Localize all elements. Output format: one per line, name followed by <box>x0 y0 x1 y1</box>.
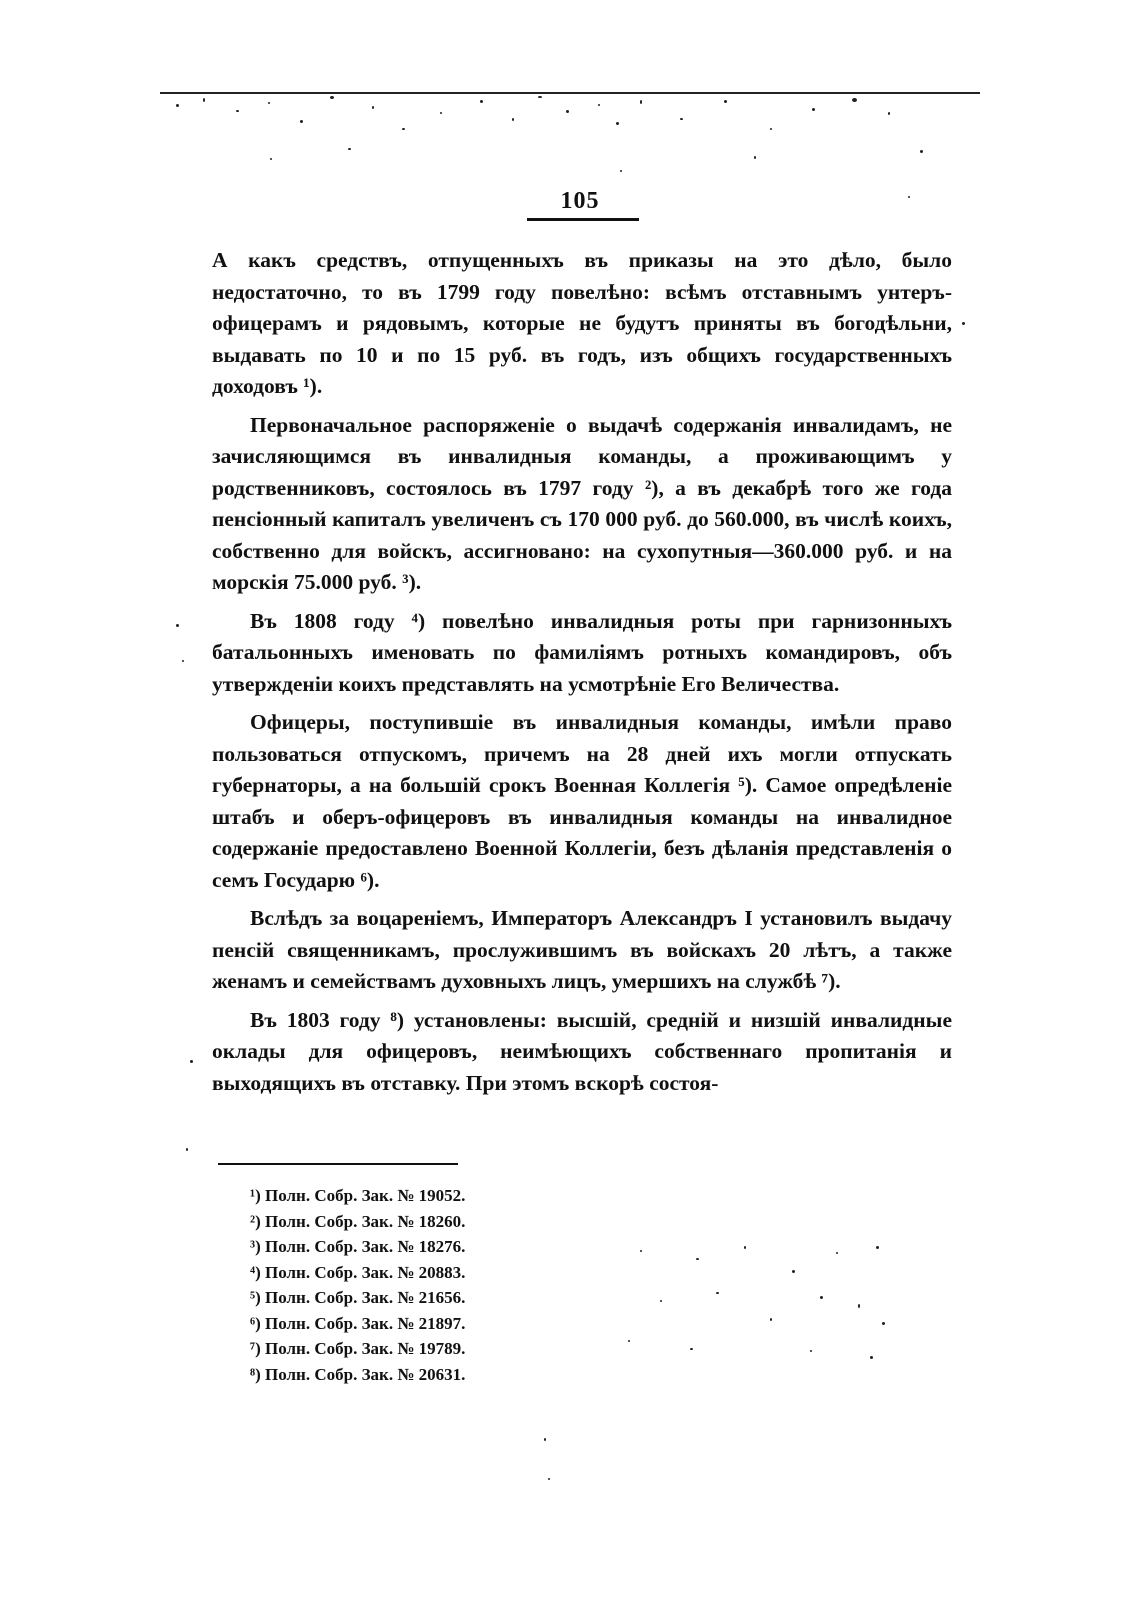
footnote-item: ¹) Полн. Собр. Зак. № 19052. <box>250 1186 466 1205</box>
top-border-rule <box>160 92 980 94</box>
footnote-item: ⁵) Полн. Собр. Зак. № 21656. <box>250 1288 466 1307</box>
footnote-item: ⁸) Полн. Собр. Зак. № 20631. <box>250 1364 466 1384</box>
footnote-separator <box>218 1163 458 1165</box>
paragraph: Въ 1808 году ⁴) повелѣно инвалидныя роты при гарнизонныхъ батальонныхъ именовать по фамиліямъ ротныхъ командировъ, объ утвержденіи коихъ представлять на усмотрѣніе Его Величества. <box>212 608 952 696</box>
paragraph: А какъ средствъ, отпущенныхъ въ приказы на это дѣло, было недостаточно, то въ 1799 году повелѣно: всѣмъ отставнымъ унтеръ-офицерамъ и рядовымъ, которые не будутъ приняты въ богодѣльни, выдавать по 10 и по 15 руб. въ годъ, изъ общихъ государственныхъ доходовъ ¹). <box>212 248 952 398</box>
paragraph: Вслѣдъ за воцареніемъ, Императоръ Александръ I установилъ выдачу пенсій священникамъ, прослужившимъ въ войскахъ 20 лѣтъ, а также женамъ и семействамъ духовныхъ лицъ, умершихъ на службѣ ⁷). <box>212 906 952 993</box>
page-number-underline <box>527 218 639 221</box>
footnote-item: ³) Полн. Собр. Зак. № 18276. <box>250 1237 466 1256</box>
footnotes <box>250 1183 670 1387</box>
footnote-item: ⁷) Полн. Собр. Зак. № 19789. <box>250 1339 466 1358</box>
paragraph: Въ 1803 году ⁸) установлены: высшій, средній и низшій инвалидные оклады для офицеровъ, неимѣющихъ собственнаго пропитанія и выходящихъ въ отставку. При этомъ вскорѣ состоя- <box>212 1007 952 1095</box>
page-number: 105 <box>560 188 600 214</box>
body-text <box>212 245 952 1106</box>
footnote-item: ²) Полн. Собр. Зак. № 18260. <box>250 1211 466 1231</box>
paragraph: Первоначальное распоряженіе о выдачѣ содержанія инвалидамъ, не зачисляющимся въ инвалидныя команды, а проживающимъ у родственниковъ, состоялось въ 1797 году ²), а въ декабрѣ того же года пенсіонный капиталъ увеличенъ съ 170 000 руб. до 560.000, въ числѣ коихъ, собственно для войскъ, ассигновано: на сухопутныя—360.000 руб. и на морскія 75.000 руб. ³). <box>212 412 952 594</box>
footnote-item: ⁴) Полн. Собр. Зак. № 20883. <box>250 1262 466 1282</box>
footnote-item: ⁶) Полн. Собр. Зак. № 21897. <box>250 1313 466 1333</box>
paragraph: Офицеры, поступившіе въ инвалидныя команды, имѣли право пользоваться отпускомъ, причемъ на 28 дней ихъ могли отпускать губернаторы, а на большій срокъ Военная Коллегія ⁵). Самое опредѣленіе штабъ и оберъ-офицеровъ въ инвалидныя команды на инвалидное содержаніе предоставлено Военной Коллегіи, безъ дѣланія представленія о семъ Государю ⁶). <box>212 710 952 892</box>
